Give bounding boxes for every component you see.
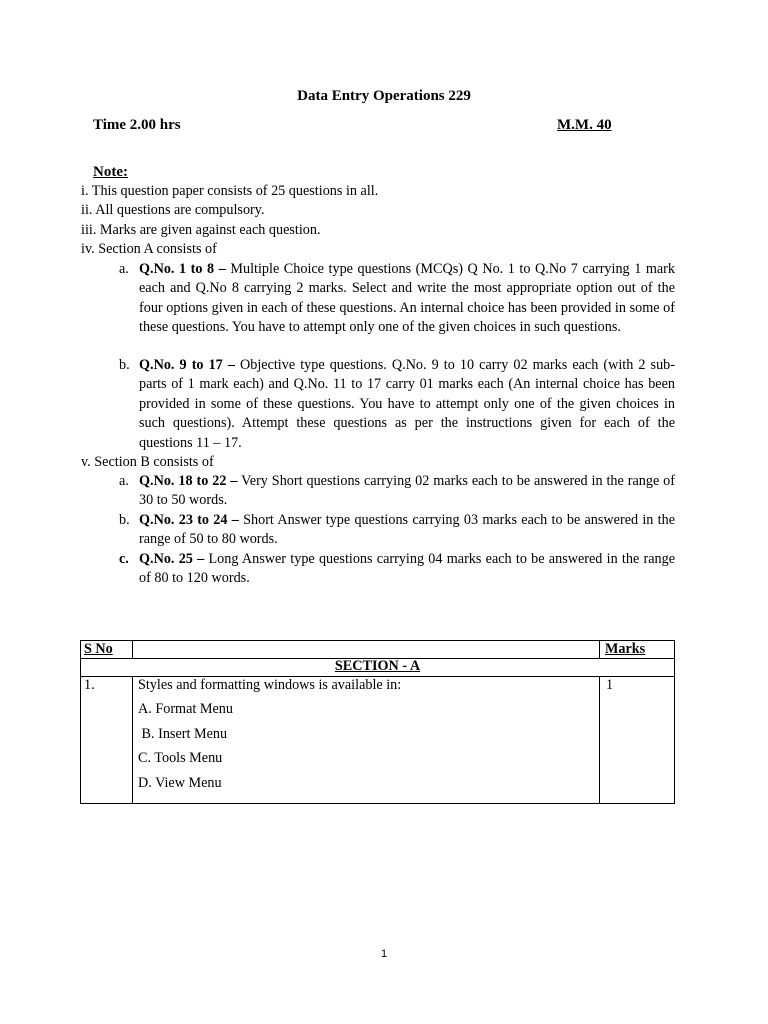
item-qno: Q.No. 23 to 24 – <box>139 512 239 528</box>
table-divider <box>599 676 600 803</box>
item-marker: b. <box>119 512 130 528</box>
section-b-item-a <box>119 472 675 511</box>
question-text: Styles and formatting windows is available in: <box>138 677 402 693</box>
option-a: A. Format Menu <box>138 701 233 717</box>
table-divider <box>599 641 600 658</box>
page-number: 1 <box>380 948 388 960</box>
option-c: C. Tools Menu <box>138 750 223 766</box>
option-b: B. Insert Menu <box>138 726 228 742</box>
item-marker: c. <box>119 551 129 567</box>
item-qno: Q.No. 18 to 22 – <box>139 473 238 489</box>
item-text: Short Answer type questions carrying 03 marks each to be answered in the range of 50 to 80 words. <box>139 512 675 548</box>
note-line-3: iii. Marks are given against each question. <box>81 222 321 238</box>
section-a-item-b <box>119 356 675 453</box>
note-line-4: iv. Section A consists of <box>81 241 217 257</box>
header-sno: S No <box>84 641 113 657</box>
section-b-line: v. Section B consists of <box>81 454 214 470</box>
item-text: Very Short questions carrying 02 marks each to be answered in the range of 30 to 50 words. <box>139 473 675 509</box>
item-marker: b. <box>119 357 130 373</box>
item-text: Long Answer type questions carrying 04 marks each to be answered in the range of 80 to 120 words. <box>139 551 675 587</box>
question-number: 1. <box>84 677 95 693</box>
paper-title: Data Entry Operations 229 <box>297 88 471 104</box>
table-divider <box>132 676 133 803</box>
section-b-item-b <box>119 511 675 550</box>
item-qno: Q.No. 9 to 17 – <box>139 357 235 373</box>
item-text: Objective type questions. Q.No. 9 to 10 carry 02 marks each (with 2 sub-parts of 1 mark each) and Q.No. 11 to 17 carry 01 marks each (An internal choice has been provided in some of these questions. You have to attempt only one of the given choices in such questions). Attempt these questions as per the instructions given for each of the questions 11 – 17. <box>139 357 675 451</box>
item-marker: a. <box>119 473 129 489</box>
section-a-label: SECTION - A <box>334 658 421 674</box>
section-a-item-a <box>119 260 675 338</box>
header-marks: Marks <box>605 641 646 657</box>
note-heading: Note: <box>93 164 128 180</box>
option-d: D. View Menu <box>138 775 222 791</box>
section-b-item-c <box>119 550 675 589</box>
table-divider <box>132 641 133 658</box>
item-qno: Q.No. 1 to 8 – <box>139 261 226 277</box>
time-duration: Time 2.00 hrs <box>93 117 181 133</box>
item-marker: a. <box>119 261 129 277</box>
note-line-1: i. This question paper consists of 25 questions in all. <box>81 183 379 199</box>
item-qno: Q.No. 25 – <box>139 551 205 567</box>
question-marks: 1 <box>606 677 614 693</box>
question-table <box>80 640 675 804</box>
item-text: Multiple Choice type questions (MCQs) Q No. 1 to Q.No 7 carrying 1 mark each and Q.No 8 carrying 2 marks. Select and write the most appropriate option out of the four options given in each of these questions. An internal choice has been provided in some of these questions. You have to attempt only one of the given choices in such questions. <box>139 261 675 336</box>
note-line-2: ii. All questions are compulsory. <box>81 202 265 218</box>
max-marks: M.M. 40 <box>557 117 612 133</box>
